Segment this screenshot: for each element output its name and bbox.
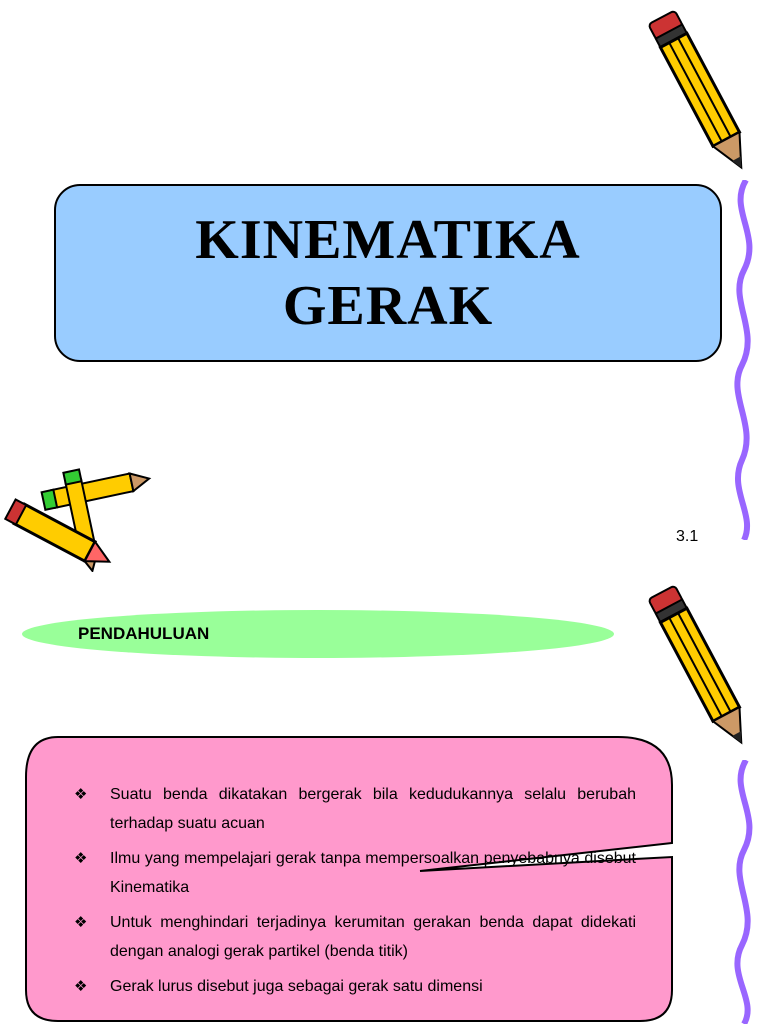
pencil-icon [640, 0, 760, 185]
bullet-text: Untuk menghindari terjadinya kerumitan gerakan benda dapat didekati dengan analogi gerak partikel (benda titik) [110, 914, 636, 960]
title-line-1: KINEMATIKA [195, 209, 581, 271]
crossed-pencils-icon [0, 462, 155, 572]
page-number: 3.1 [676, 528, 699, 545]
squiggle-line [722, 760, 768, 1024]
title-line-2: GERAK [282, 275, 494, 337]
bullet-marker-icon: ❖ [74, 977, 88, 995]
list-item [74, 844, 636, 902]
bullet-text: Gerak lurus disebut juga sebagai gerak satu dimensi [110, 978, 483, 995]
bullet-marker-icon: ❖ [74, 785, 88, 803]
list-item [74, 780, 636, 838]
title-box [54, 184, 722, 362]
pencil-icon [640, 575, 760, 760]
bullet-text: Suatu benda dikatakan bergerak bila kedudukannya selalu berubah terhadap suatu acuan [110, 786, 636, 832]
bullet-marker-icon: ❖ [74, 913, 88, 931]
bullet-list [74, 780, 636, 1007]
squiggle-line [722, 180, 768, 540]
bullet-marker-icon: ❖ [74, 849, 88, 867]
list-item [74, 972, 636, 1001]
list-item [74, 908, 636, 966]
section-heading: PENDAHULUAN [78, 624, 210, 643]
bullet-text: Ilmu yang mempelajari gerak tanpa mempersoalkan penyebabnya disebut Kinematika [110, 850, 636, 896]
